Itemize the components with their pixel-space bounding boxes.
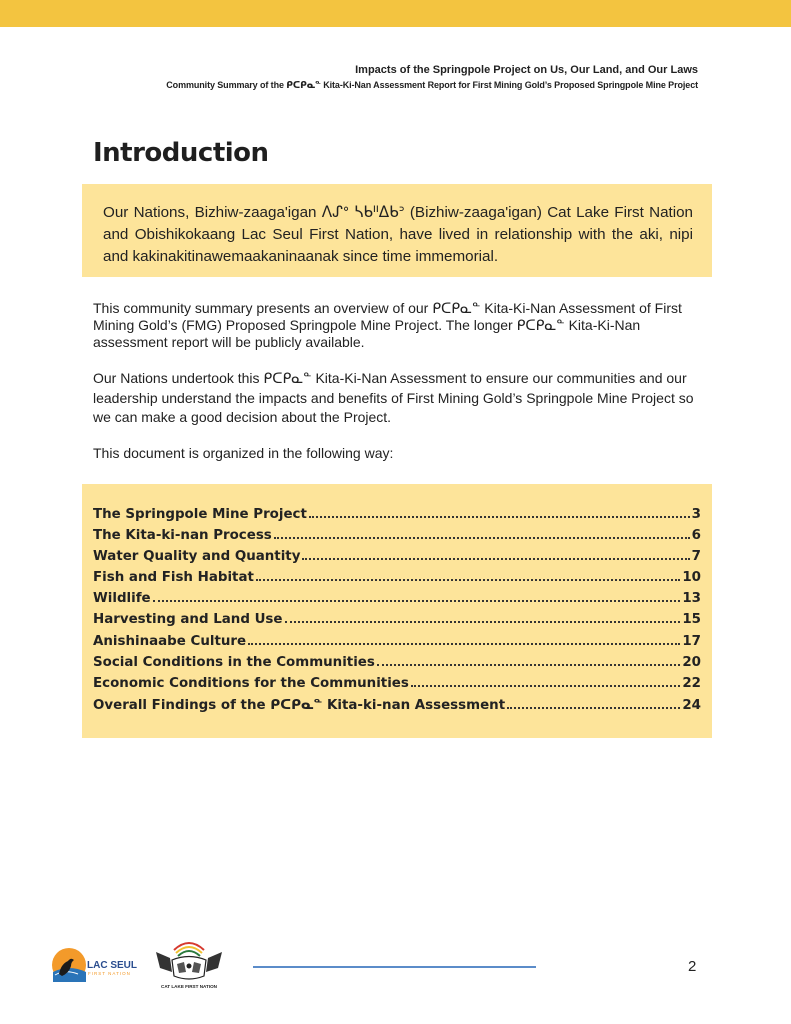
paragraph-organization: This document is organized in the following way: <box>93 445 394 461</box>
page-title: Introduction <box>93 138 269 168</box>
footer-rule <box>253 966 536 968</box>
table-of-contents <box>82 484 712 738</box>
page-number: 2 <box>688 958 697 975</box>
cat-lake-logo <box>152 938 226 992</box>
toc-entry-economic-conditions[interactable] <box>93 676 701 697</box>
toc-entry-title: Fish and Fish Habitat <box>93 570 254 586</box>
toc-entry-title: Economic Conditions for the Communities <box>93 675 409 691</box>
toc-entry-page: 13 <box>682 591 701 607</box>
toc-leader-dots <box>248 643 680 645</box>
toc-leader-dots <box>153 600 681 602</box>
top-color-bar <box>0 0 791 27</box>
lac-seul-logo <box>50 944 137 990</box>
toc-entry-title: Overall Findings of the ᑭᑕᑭᓇᓐ Kita-ki-nan Assessment <box>93 697 506 713</box>
toc-entry-water-quality[interactable] <box>93 549 701 570</box>
lac-seul-logo-sub: FIRST NATION <box>88 971 131 976</box>
lac-seul-logo-name: LAC SEUL <box>87 960 137 971</box>
toc-entry-page: 22 <box>682 675 701 691</box>
toc-entry-harvesting-land-use[interactable] <box>93 612 701 633</box>
toc-leader-dots <box>256 579 680 581</box>
toc-leader-dots <box>411 685 681 687</box>
toc-entry-title: Water Quality and Quantity <box>93 549 301 565</box>
toc-entry-title: Anishinaabe Culture <box>93 633 247 649</box>
toc-entry-social-conditions[interactable] <box>93 655 701 676</box>
toc-leader-dots <box>507 707 680 709</box>
cat-lake-logo-graphic <box>152 938 226 992</box>
toc-entry-title: The Kita-ki-nan Process <box>93 528 272 544</box>
callout-text: Our Nations, Bizhiw-zaaga'igan ᐱᔑᐤ ᓴᑲᐦᐃᑲᐣ (Bizhiw-zaaga'igan) Cat Lake First Nation and Obishikokaang Lac Seul First Nation, have lived in relationship with the aki, nipi and kakinakitinawemaakaninaanak since time immemorial. <box>103 204 693 265</box>
toc-entry-page: 24 <box>682 697 701 713</box>
toc-entry-overall-findings[interactable] <box>93 698 701 719</box>
toc-leader-dots <box>302 558 689 560</box>
toc-entry-page: 6 <box>691 528 701 544</box>
paragraph-purpose: Our Nations undertook this ᑭᑕᑭᓇᓐ Kita-Ki-Nan Assessment to ensure our communities and our leadership understand the impacts and benefits of First Mining Gold’s Springpole Mine Project so we can make a good decision about the Project. <box>93 370 694 425</box>
toc-entry-anishinaabe-culture[interactable] <box>93 634 701 655</box>
cat-lake-logo-name: CAT LAKE FIRST NATION <box>161 984 217 989</box>
lac-seul-logo-graphic <box>50 944 137 990</box>
toc-leader-dots <box>274 537 690 539</box>
intro-callout <box>82 184 712 277</box>
toc-entry-title: The Springpole Mine Project <box>93 507 307 522</box>
toc-entry-page: 17 <box>682 633 701 649</box>
toc-entry-title: Wildlife <box>93 591 151 607</box>
toc-leader-dots <box>285 621 681 623</box>
running-header-title: Impacts of the Springpole Project on Us, Our Land, and Our Laws <box>355 64 698 76</box>
paragraph-overview: This community summary presents an overview of our ᑭᑕᑭᓇᓐ Kita-Ki-Nan Assessment of First Mining Gold’s (FMG) Proposed Springpole Mine Project. The longer ᑭᑕᑭᓇᓐ Kita-Ki-Nan assessment report will be publicly available. <box>93 300 682 350</box>
toc-entry-title: Harvesting and Land Use <box>93 612 283 628</box>
toc-entry-title: Social Conditions in the Communities <box>93 654 375 670</box>
toc-entry-fish-habitat[interactable] <box>93 570 701 591</box>
toc-entry-page: 20 <box>682 654 701 670</box>
toc-leader-dots <box>309 516 690 518</box>
toc-entry-springpole-mine-project[interactable] <box>93 507 701 528</box>
toc-entry-wildlife[interactable] <box>93 591 701 612</box>
toc-entry-page: 15 <box>682 612 701 628</box>
toc-entry-page: 10 <box>682 570 701 586</box>
toc-entry-page: 3 <box>691 507 701 522</box>
running-header-subtitle: Community Summary of the ᑭᑕᑭᓇᓐ Kita-Ki-Nan Assessment Report for First Mining Gold’s Proposed Springpole Mine Project <box>166 80 698 90</box>
toc-entry-page: 7 <box>691 549 701 565</box>
toc-leader-dots <box>377 664 681 666</box>
toc-entry-kita-ki-nan-process[interactable] <box>93 528 701 549</box>
